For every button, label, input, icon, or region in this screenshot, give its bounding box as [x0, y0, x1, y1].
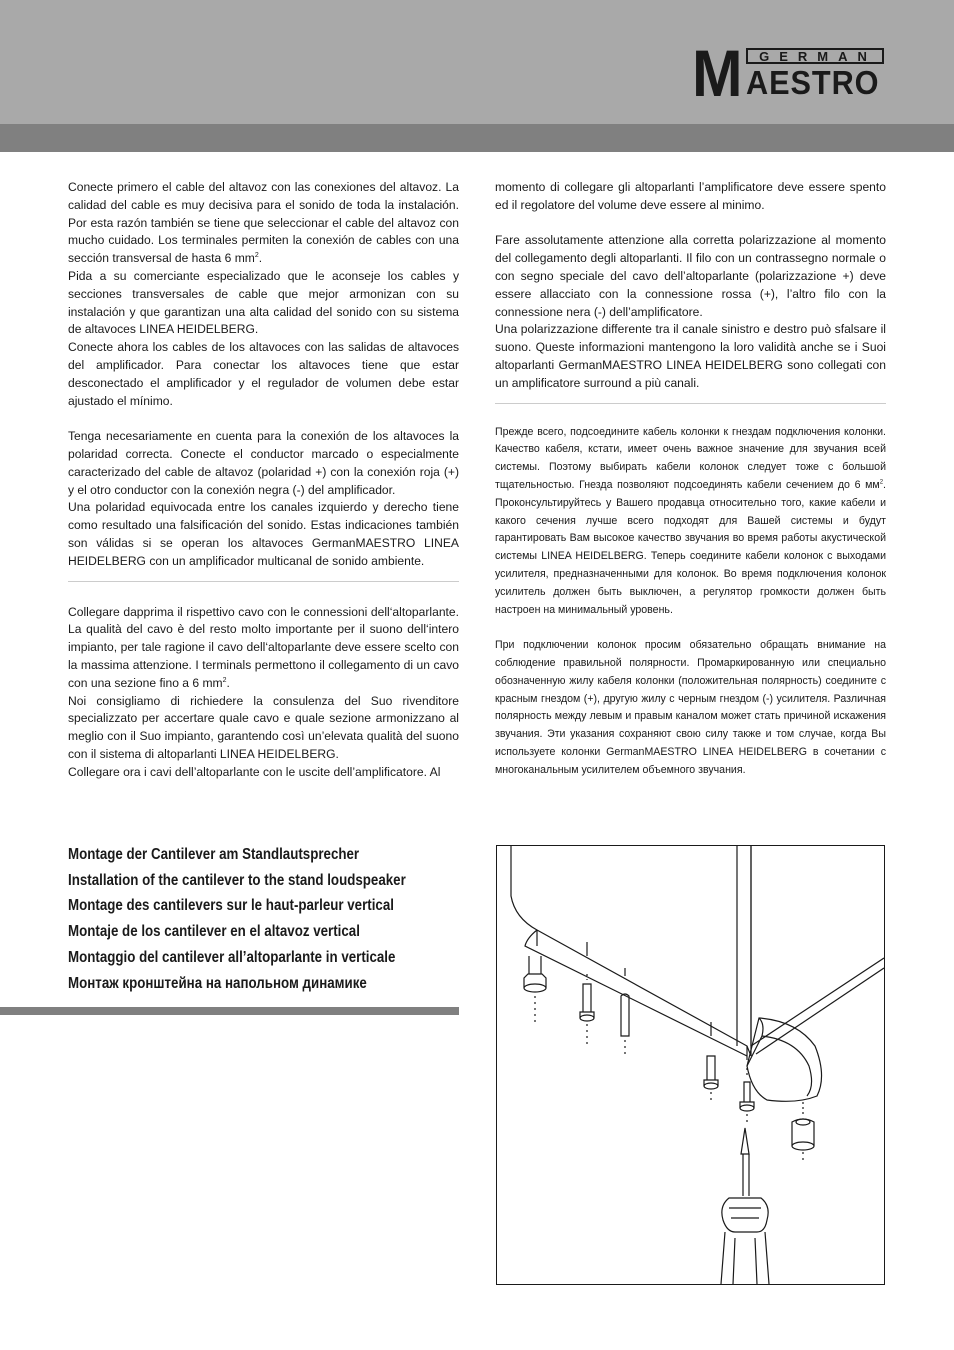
- right-column: [495, 179, 886, 780]
- heading-de: Montage der Cantilever am Standlautsprecher: [68, 846, 360, 863]
- logo-german: GERMAN: [746, 48, 884, 64]
- spanish-paragraph-2: Pida a su comerciante especializado que le aconseje los cables y secciones transversales de cable que mejor armonizan con su instalación y que garantizan una alta calidad del sonido con su sistema de altavoces LINEA HEIDELBERG.: [68, 268, 459, 337]
- logo-initial: M: [692, 36, 743, 110]
- brand-logo: [692, 36, 886, 110]
- logo-aestro: AESTRO: [746, 64, 880, 101]
- italian-paragraph-4: momento di collegare gli altoparlanti l’amplificatore deve essere spento ed il regolatore del volume deve essere al minimo.: [495, 180, 886, 212]
- heading-es: Montaje de los cantilever en el altavoz vertical: [68, 923, 360, 941]
- heading-ru: Монтаж кронштейна на напольном динамике: [68, 974, 367, 992]
- italian-paragraph-6: Una polarizzazione differente tra il canale sinistro e destro può sfalsare il suono. Queste informazioni mantengono la loro validità anche se i Suoi altoparlanti GermanMAESTRO LINEA HEIDELBERG sono collegati con un amplificatore surround a più canali.: [495, 322, 886, 390]
- italian-paragraph-5: Fare assolutamente attenzione alla corretta polarizzazione al momento del collegamento degli altoparlanti. Il filo con un contrassegno normale o con segno speciale del cavo dell’altoparlante (polarizzazione +) deve essere allacciato con la connessione rossa (+), l’altro filo con la connessione nera (-) dell’amplificatore.: [495, 233, 886, 319]
- italian-paragraph-2: Noi consigliamo di richiedere la consulenza del Suo rivenditore specializzato per accertare quale cavo e quale sezione armonizzano al meglio con il Suo impianto, garantendo così un’elevata qualità del suono con il sistema di altoparlanti LINEA HEIDELBERG.: [68, 693, 459, 761]
- heading-it: Montaggio del cantilever all’altoparlante in verticale: [68, 948, 396, 966]
- section-bar: [0, 1007, 459, 1015]
- russian-paragraph-2: При подключении колонок просим обязательно обращать внимание на соблюдение правильной полярности. Промаркированную или специально обозначенную жилу кабеля колонки (положительная полярность) соедините с красным гнездом (+), другую жилу с черным гнездом (-) усилителя. Различная полярность между левым и правым каналом может стать причиной искажения звучания. Эти указания сохраняют свою силу также и том случае, когда Вы используете колонки GermanMAESTRO LINEA HEIDELBERG в сочетании с многоканальным усилителем объемного звучания.: [495, 639, 886, 776]
- italian-paragraph-3: Collegare ora i cavi dell’altoparlante con le uscite dell’amplificatore. Al: [68, 764, 441, 779]
- header-strip: [0, 124, 954, 152]
- left-column: [68, 179, 459, 782]
- russian-paragraph-1: Прежде всего, подсоедините кабель колонки к гнездам подключения колонки. Качество кабеля, кстати, имеет очень важное значение для звучания всей системы. Поэтому выбирать кабели колонок следует тоже с большой тщательностью. Гнезда позволяют подсоединять кабели сечением до 6 $мм^2$. Проконсультируйтесь у Вашего продавца относительно того, какие кабели и какого сечения лучше всего подходят для Вашей системы и будут гарантировать Вам высокое качество звучания во время работы акустической системы LINEA HEIDELBERG. Теперь соедините кабели колонок с выходами усилителя, предназначенными для колонок. Во время подключения колонок усилитель должен быть выключен, а регулятор громкости должен быть настроен на минимальный уровень.: [495, 425, 886, 616]
- spanish-paragraph-5: Una polaridad equivocada entre los canales izquierdo y derecho tiene como resultado una falsificación del sonido. Estas indicaciones también son válidas si se operan los altavoces GermanMAESTRO LINEA HEIDELBERG con un amplificador multicanal de sonido ambiente.: [68, 500, 459, 568]
- spanish-paragraph-3: Conecte ahora los cables de los altavoces con las salidas de altavoces del amplificador. Para conectar los altavoces tiene que estar desconectado el amplificador y el regulador de volumen debe estar ajustado el mínimo.: [68, 340, 459, 408]
- assembly-illustration: [496, 845, 885, 1285]
- spanish-paragraph-4: Tenga necesariamente en cuenta para la conexión de los altavoces la polaridad correcta. Conecte el conductor marcado o especialmente caracterizado del cable de altavoz (polaridad +) con la conexión roja (+) y el otro conductor con la conexión negra (-) del amplificador.: [68, 429, 459, 497]
- spanish-paragraph-1: Conecte primero el cable del altavoz con las conexiones del altavoz. La calidad del cable es muy decisiva para el sonido de toda la instalación. Por esta razón también se tiene que seleccionar el cable del altavoz con mucho cuidado. Los terminales permiten la conexión de cables con una sección transversal de hasta 6 $mm^2$.: [68, 180, 459, 266]
- heading-en: Installation of the cantilever to the stand loudspeaker: [68, 871, 406, 889]
- italian-paragraph-1: Collegare dapprima il rispettivo cavo con le connessioni dell‘altoparlante. La qualità del cavo è del resto molto importante per il suono dell‘intero impianto, per tale ragione il cavo dell‘altoparlante deve essere scelto con la massima attenzione. I terminals permettono il collegamento di un cavo con una sezione fino a 6 $mm^2$.: [68, 604, 459, 690]
- heading-fr: Montage des cantilevers sur le haut-parleur vertical: [68, 897, 394, 915]
- section-headings: [68, 842, 468, 996]
